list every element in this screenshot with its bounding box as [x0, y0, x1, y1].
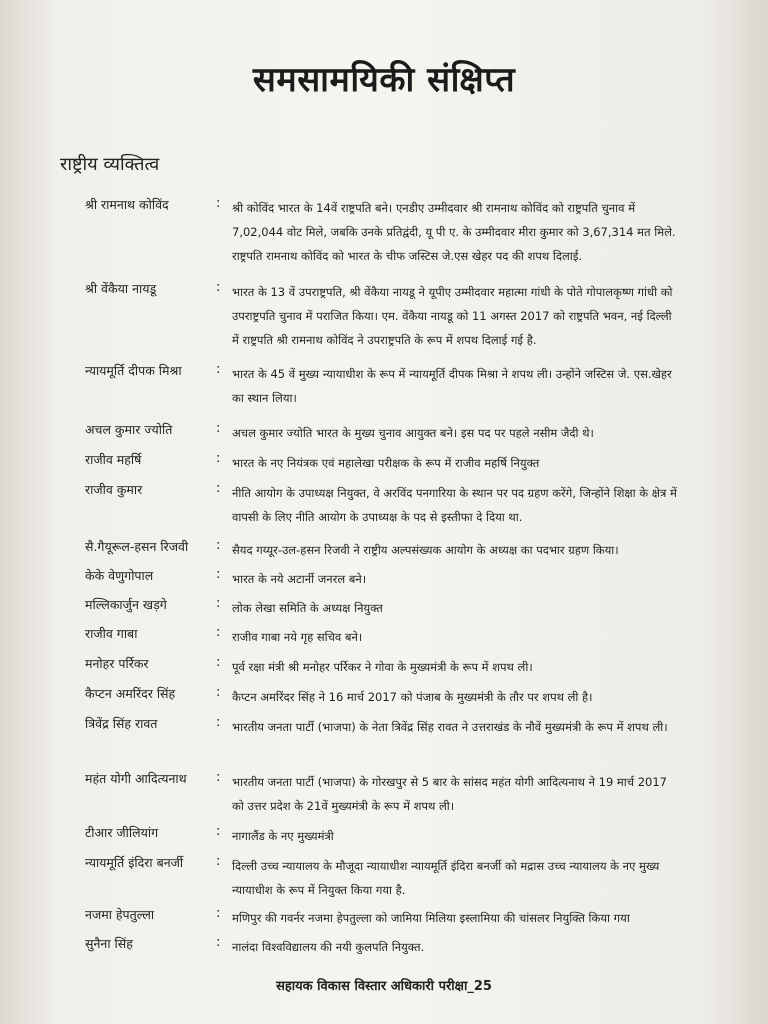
entry-colon: : [216, 655, 221, 670]
entry-colon: : [216, 567, 221, 582]
entry-name: न्यायमूर्ति इंदिरा बनर्जी [85, 855, 184, 870]
entry-description: भारत के 13 वें उपराष्ट्रपति, श्री वेंकैया नायडू ने यूपीए उम्मीदवार महात्मा गांधी के पोते गोपालकृष्ण गांधी को उपराष्ट्रपति चुनाव में पराजित किया। एम. वेंकैया नायडू को 11 अगस्त 2017 को राष्ट्रपति भवन, नई दिल्ली में राष्ट्रपति श्री रामनाथ कोविंद ने उपराष्ट्रपति के रूप में शपथ दिलाई गई है. [232, 285, 673, 347]
entry-name: श्री वेंकैया नायडू [85, 281, 157, 296]
entry-name: सै.गैयूरूल-हसन रिजवी [85, 539, 189, 554]
entry-name: मनोहर पर्रिकर [85, 656, 149, 671]
entry-name: त्रिवेंद्र सिंह रावत [85, 716, 158, 731]
entry-colon: : [216, 770, 221, 785]
entry-name: टीआर जीलियांग [85, 825, 159, 840]
entry-colon: : [216, 854, 221, 869]
entry-name: राजीव महर्षि [85, 452, 142, 467]
page-title: समसामयिकी संक्षिप्त [252, 60, 516, 100]
entry-description: पूर्व रक्षा मंत्री श्री मनोहर पर्रिकर ने गोवा के मुख्यमंत्री के रूप में शपथ ली। [232, 660, 533, 674]
entry-colon: : [216, 196, 221, 211]
entry-name: कैप्टन अमरिंदर सिंह [85, 686, 176, 701]
entry-colon: : [216, 935, 221, 950]
entry-name: राजीव कुमार [85, 482, 143, 497]
entry-colon: : [216, 824, 221, 839]
entry-description: भारतीय जनता पार्टी (भाजपा) के गोरखपुर से 5 बार के सांसद महंत योगी आदित्यनाथ ने 19 मार्च 2017 को उत्तर प्रदेश के 21वें मुख्यमंत्री के रूप में शपथ ली। [232, 775, 667, 813]
entry-description: नागालैंड के नए मुख्यमंत्री [232, 829, 334, 843]
page-footer: सहायक विकास विस्तार अधिकारी परीक्षा_25 [276, 979, 492, 994]
entry-description: भारत के 45 वें मुख्य न्यायाधीश के रूप में न्यायमूर्ति दीपक मिश्रा ने शपथ ली। उन्होंने जस्टिस जे. एस.खेहर का स्थान लिया। [232, 367, 672, 405]
entry-colon: : [216, 906, 221, 921]
entry-description: अचल कुमार ज्योति भारत के मुख्य चुनाव आयुक्त बने। इस पद पर पहले नसीम जैदी थे। [232, 426, 594, 440]
entry-description: नीति आयोग के उपाध्यक्ष नियुक्त, वे अरविंद पनगारिया के स्थान पर पद ग्रहण करेंगे, जिन्होंने शिक्षा के क्षेत्र में वापसी के लिए नीति आयोग के उपाध्यक्ष के पद से इस्तीफा दे दिया था. [232, 486, 677, 524]
entry-name: केके वेणुगोपाल [85, 568, 154, 583]
entry-colon: : [216, 362, 221, 377]
entry-colon: : [216, 685, 221, 700]
entry-description: राजीव गाबा नये गृह सचिव बने। [232, 630, 363, 644]
entry-colon: : [216, 481, 221, 496]
entry-description: दिल्ली उच्च न्यायालय के मौजूदा न्यायाधीश न्यायमूर्ति इंदिरा बनर्जी को मद्रास उच्च न्यायालय के नए मुख्य न्यायाधीश के रूप में नियुक्त किया गया है. [232, 859, 660, 897]
entry-name: महंत योगी आदित्यनाथ [85, 771, 187, 786]
entry-colon: : [216, 451, 221, 466]
entry-colon: : [216, 596, 221, 611]
entry-colon: : [216, 421, 221, 436]
entry-colon: : [216, 538, 221, 553]
entry-name: श्री रामनाथ कोविंद [85, 197, 169, 212]
entry-description: नालंदा विश्वविद्यालय की नयी कुलपति नियुक्त. [232, 940, 425, 954]
entry-description: मणिपुर की गवर्नर नजमा हेपतुल्ला को जामिया मिलिया इस्लामिया की चांसलर नियुक्ति किया गया [232, 911, 630, 925]
entry-description: सैयद गय्यूर-उल-हसन रिजवी ने राष्ट्रीय अल्पसंख्यक आयोग के अध्यक्ष का पदभार ग्रहण किया। [232, 543, 619, 557]
entry-name: सुनैना सिंह [85, 936, 133, 951]
entry-name: न्यायमूर्ति दीपक मिश्रा [85, 363, 182, 378]
entry-description: लोक लेखा समिति के अध्यक्ष नियुक्त [232, 601, 383, 615]
entry-description: भारत के नये अटार्नी जनरल बने। [232, 572, 367, 586]
entry-name: नजमा हेपतुल्ला [85, 907, 155, 922]
entry-description: भारतीय जनता पार्टी (भाजपा) के नेता त्रिवेंद्र सिंह रावत ने उत्तराखंड के नौवें मुख्यमंत्री के रूप में शपथ ली। [232, 720, 668, 734]
entry-name: राजीव गाबा [85, 626, 138, 641]
entry-description: भारत के नए नियंत्रक एवं महालेखा परीक्षक के रूप में राजीव महर्षि नियुक्त [232, 456, 540, 470]
entry-colon: : [216, 625, 221, 640]
entry-colon: : [216, 715, 221, 730]
entry-description: श्री कोविंद भारत के 14वें राष्ट्रपति बने। एनडीए उम्मीदवार श्री रामनाथ कोविंद को राष्ट्रपति चुनाव में 7,02,044 वोट मिले, जबकि उनके प्रतिद्वंदी, यू पी ए. के उम्मीदवार मीरा कुमार को 3,67,314 मत मिले. राष्ट्रपति रामनाथ कोविंद को भारत के चीफ जस्टिस जे.एस खेहर पद की शपथ दिलाई. [232, 201, 676, 263]
section-heading: राष्ट्रीय व्यक्तित्व [60, 154, 160, 175]
entry-name: अचल कुमार ज्योति [85, 422, 173, 437]
entry-description: कैप्टन अमरिंदर सिंह ने 16 मार्च 2017 को पंजाब के मुख्यमंत्री के तौर पर शपथ ली है। [232, 690, 593, 704]
entry-name: मल्लिकार्जुन खड़गे [85, 597, 167, 612]
entry-colon: : [216, 280, 221, 295]
